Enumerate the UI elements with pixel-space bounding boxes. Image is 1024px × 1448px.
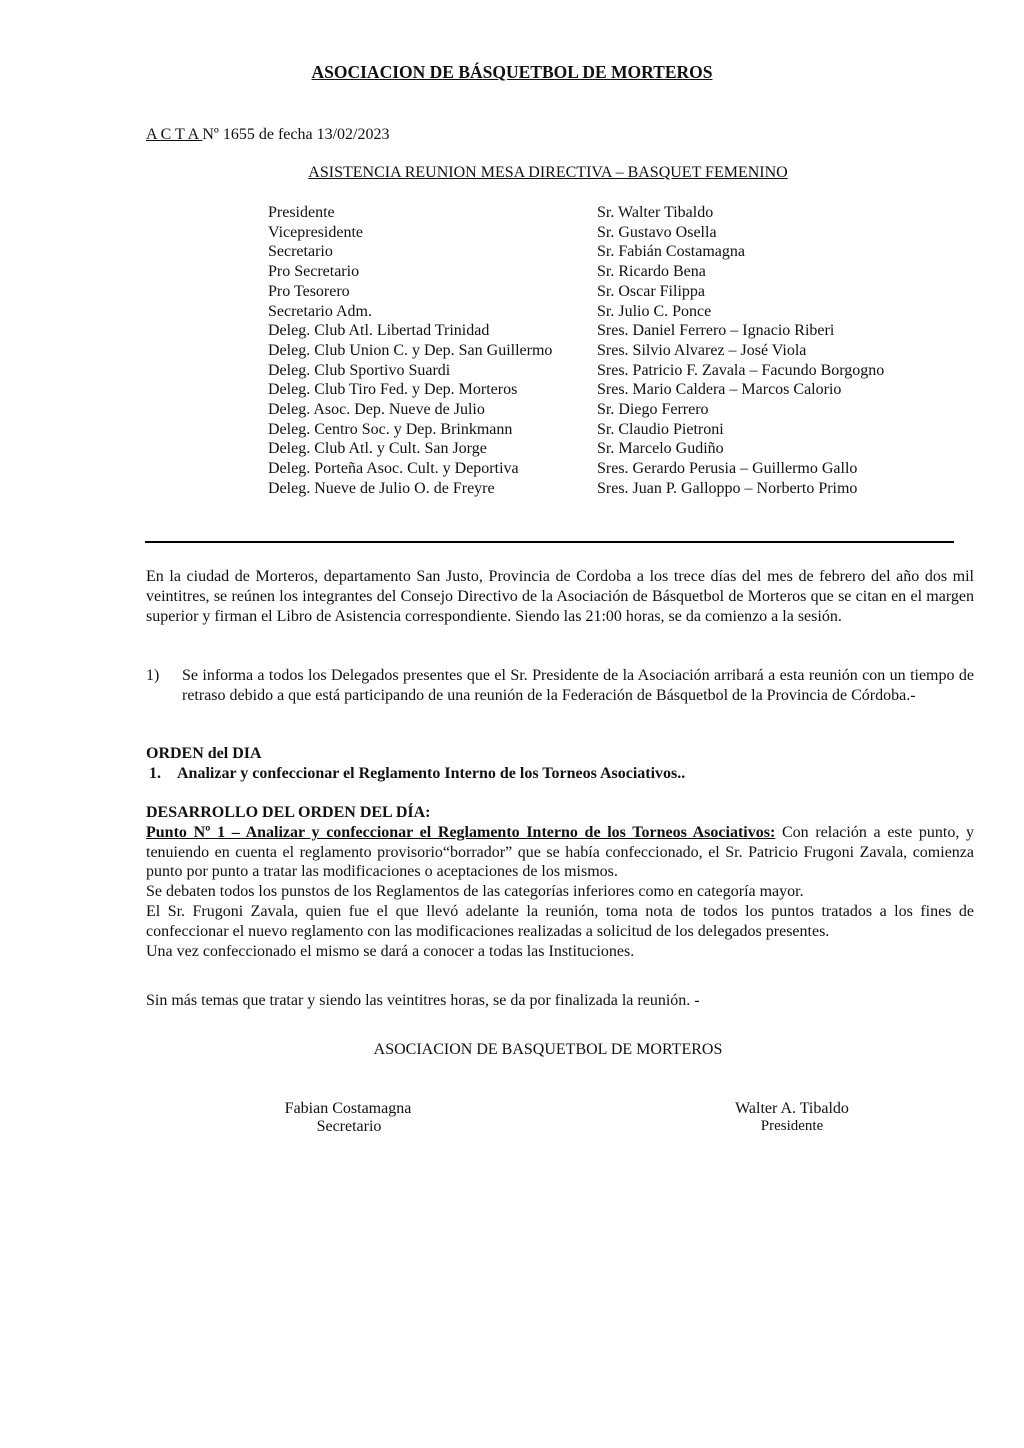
roster-row bbox=[268, 203, 968, 223]
item-text: Se informa a todos los Delegados presentes que el Sr. Presidente de la Asociación arribará a esta reunión con un tiempo de retraso debido a que está participando de una reunión de la Federación de Básquetbol de la Provincia de Córdoba.- bbox=[182, 667, 974, 704]
signature-secretary bbox=[268, 1100, 428, 1136]
roster-row bbox=[268, 361, 968, 381]
development-section bbox=[146, 803, 974, 961]
signature-name: Fabian Costamagna bbox=[284, 1100, 412, 1117]
roster-person: Sres. Patricio F. Zavala – Facundo Borgogno bbox=[597, 361, 885, 379]
roster-role: Pro Tesorero bbox=[268, 282, 350, 300]
roster-role: Pro Secretario bbox=[268, 263, 360, 281]
development-line: Se debaten todos los punstos de los Reglamentos de las categorías inferiores como en categoría mayor. bbox=[146, 883, 804, 901]
association-signature-heading: ASOCIACION DE BASQUETBOL DE MORTEROS bbox=[373, 1041, 723, 1058]
roster-row bbox=[268, 479, 968, 499]
acta-label: A C T A bbox=[146, 126, 203, 143]
signature-role: Secretario bbox=[316, 1118, 382, 1135]
development-heading: DESARROLLO DEL ORDEN DEL DÍA: bbox=[146, 804, 431, 821]
item-number: 1) bbox=[146, 667, 160, 684]
roster-person: Sr. Gustavo Osella bbox=[597, 223, 717, 241]
signature-name: Walter A. Tibaldo bbox=[735, 1100, 849, 1117]
roster-person: Sr. Diego Ferrero bbox=[597, 401, 709, 419]
roster-role: Deleg. Nueve de Julio O. de Freyre bbox=[268, 479, 495, 497]
roster-person: Sr. Walter Tibaldo bbox=[597, 204, 714, 221]
intro-paragraph: En la ciudad de Morteros, departamento San Justo, Provincia de Cordoba a los trece días del mes de febrero del año dos mil veintitres, se reúnen los integrantes del Consejo Directivo de la Asociación de Básquetbol de Morteros que se citan en el margen superior y firman el Libro de Asistencia correspondiente. Siendo las 21:00 horas, se da comienzo a la sesión. bbox=[146, 568, 974, 625]
roster-row bbox=[268, 223, 968, 243]
development-line: El Sr. Frugoni Zavala, quien fue el que llevó adelante la reunión, toma nota de todos los puntos tratados a los fines de confeccionar el nuevo reglamento con las modificaciones realizadas a solicitud de los delegados presentes. bbox=[146, 902, 974, 940]
roster-person: Sr. Marcelo Gudiño bbox=[597, 440, 724, 458]
roster-role: Deleg. Club Atl. y Cult. San Jorge bbox=[268, 440, 487, 458]
roster-row bbox=[268, 380, 968, 400]
roster-role: Vicepresidente bbox=[268, 223, 363, 241]
roster-row bbox=[268, 242, 968, 262]
signature-role: Presidente bbox=[760, 1118, 824, 1134]
agenda-point-number: 1. bbox=[149, 764, 161, 782]
roster-person: Sr. Claudio Pietroni bbox=[597, 420, 724, 438]
agenda-point bbox=[146, 764, 974, 784]
roster-row bbox=[268, 459, 968, 479]
roster-role: Deleg. Club Sportivo Suardi bbox=[268, 361, 451, 379]
roster-role: Secretario bbox=[268, 243, 333, 261]
roster-person: Sres. Juan P. Galloppo – Norberto Primo bbox=[597, 479, 858, 497]
roster-person: Sr. Oscar Filippa bbox=[597, 282, 705, 300]
roster-person: Sres. Gerardo Perusia – Guillermo Gallo bbox=[597, 460, 858, 478]
signature-president bbox=[722, 1100, 862, 1135]
roster-role: Secretario Adm. bbox=[268, 302, 372, 320]
roster-row bbox=[268, 400, 968, 420]
acta-line bbox=[146, 126, 389, 144]
document-title: ASOCIACION DE BÁSQUETBOL DE MORTEROS bbox=[311, 62, 713, 82]
point-label: Punto Nº 1 – Analizar y confeccionar el Reglamento Interno de los Torneos Asociativos: bbox=[146, 823, 776, 841]
roster-role: Presidente bbox=[268, 204, 335, 221]
roster-role: Deleg. Club Union C. y Dep. San Guillermo bbox=[268, 341, 553, 359]
point-text: Con relación a este punto, y tenuiendo en cuenta el reglamento provisorio“borrador” que se había confeccionado, el Sr. Patricio Frugoni Zavala, comienza punto por punto a tratar las modificaciones o aceptaciones de los mismos. bbox=[146, 823, 974, 881]
agenda-section bbox=[146, 744, 974, 784]
roster-person: Sr. Julio C. Ponce bbox=[597, 302, 712, 320]
roster-role: Deleg. Centro Soc. y Dep. Brinkmann bbox=[268, 420, 513, 438]
roster-person: Sr. Ricardo Bena bbox=[597, 263, 706, 281]
roster-row bbox=[268, 262, 968, 282]
roster-row bbox=[268, 282, 968, 302]
roster-row bbox=[268, 302, 968, 322]
roster-person: Sr. Fabián Costamagna bbox=[597, 243, 745, 261]
roster-person: Sres. Daniel Ferrero – Ignacio Riberi bbox=[597, 322, 835, 340]
development-line: Una vez confeccionado el mismo se dará a conocer a todas las Instituciones. bbox=[146, 942, 635, 960]
agenda-heading: ORDEN del DIA bbox=[146, 745, 262, 762]
roster-row bbox=[268, 420, 968, 440]
roster-row bbox=[268, 439, 968, 459]
roster-role: Deleg. Asoc. Dep. Nueve de Julio bbox=[268, 401, 485, 419]
acta-number-date: Nº 1655 de fecha 13/02/2023 bbox=[202, 126, 390, 143]
numbered-item bbox=[146, 666, 974, 706]
agenda-point-text: Analizar y confeccionar el Reglamento Interno de los Torneos Asociativos.. bbox=[177, 764, 686, 782]
attendance-roster bbox=[268, 203, 968, 499]
roster-person: Sres. Mario Caldera – Marcos Calorio bbox=[597, 381, 842, 399]
roster-person: Sres. Silvio Alvarez – José Viola bbox=[597, 341, 807, 359]
roster-row bbox=[268, 321, 968, 341]
development-paragraph bbox=[146, 823, 974, 882]
roster-role: Deleg. Club Tiro Fed. y Dep. Morteros bbox=[268, 381, 518, 399]
section-divider bbox=[145, 541, 954, 543]
roster-role: Deleg. Porteña Asoc. Cult. y Deportiva bbox=[268, 460, 519, 478]
roster-row bbox=[268, 341, 968, 361]
roster-role: Deleg. Club Atl. Libertad Trinidad bbox=[268, 322, 490, 340]
attendance-subtitle: ASISTENCIA REUNION MESA DIRECTIVA – BASQUET FEMENINO bbox=[308, 164, 788, 181]
closing-paragraph: Sin más temas que tratar y siendo las veintitres horas, se da por finalizada la reunión. - bbox=[146, 992, 700, 1009]
